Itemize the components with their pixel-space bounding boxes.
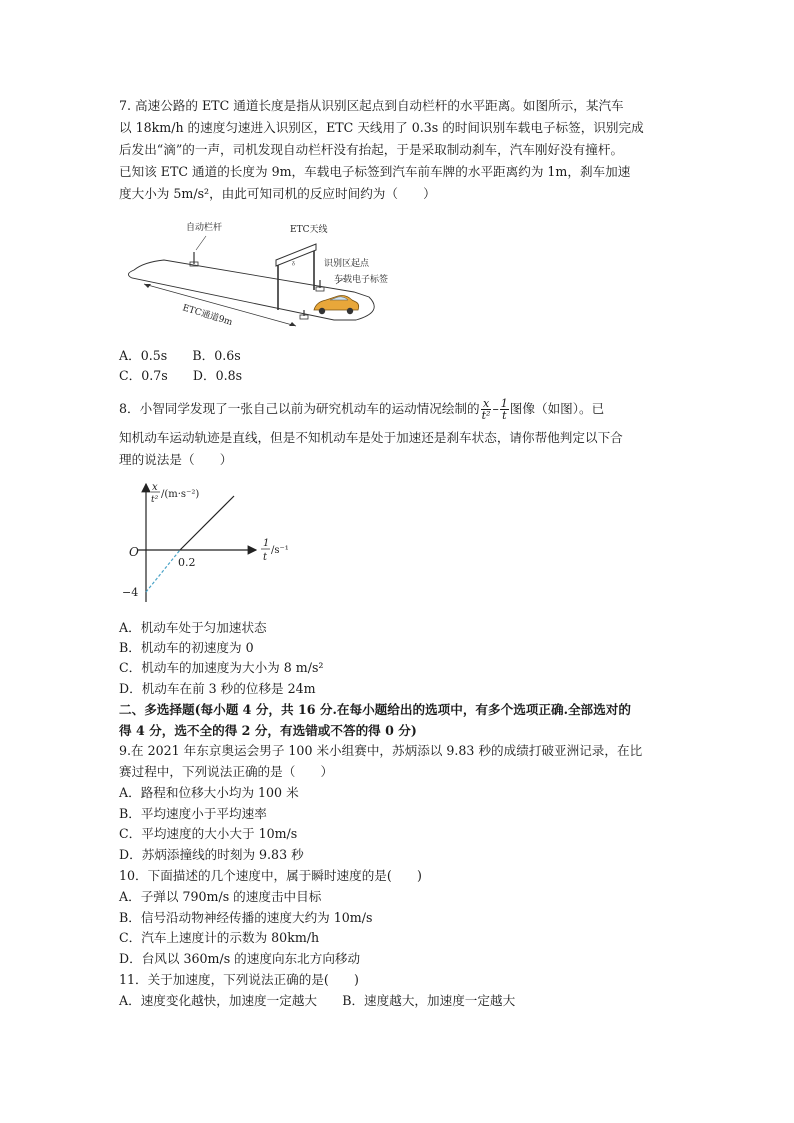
zone-label: 识别区起点 bbox=[324, 259, 370, 269]
q7-line-5: 度大小为 5m/s²，由此可知司机的反应时间约为（ ） bbox=[119, 186, 436, 201]
q9-option-c: C．平均速度的大小大于 10m/s bbox=[119, 826, 298, 841]
gate-label-leader bbox=[196, 236, 206, 250]
fraction-1-over-t: $\frac{1}{t}$ bbox=[500, 397, 508, 422]
y-frac-den: t² bbox=[151, 495, 159, 505]
q10-option-c: C．汽车上速度计的示数为 80km/h bbox=[119, 930, 320, 945]
x-axis-label: /s⁻¹ bbox=[271, 545, 289, 556]
etc-figure bbox=[124, 212, 424, 342]
antenna-label: ETC天线 bbox=[290, 225, 328, 235]
q9-option-b: B．平均速度小于平均速率 bbox=[119, 806, 267, 821]
origin-label: O bbox=[129, 545, 139, 559]
q7-line-4: 已知该 ETC 通道的长度为 9m，车载电子标签到汽车前车牌的水平距离约为 1m，刹车加速 bbox=[119, 164, 631, 179]
q8-line-1-start: 8．小智同学发现了一张自己以前为研究机动车的运动情况绘制的 bbox=[119, 401, 480, 416]
graph-line-extension bbox=[146, 550, 180, 592]
q9-option-d: D．苏炳添撞线的时刻为 9.83 秒 bbox=[119, 847, 304, 862]
q8-line-1 bbox=[119, 396, 604, 422]
x-frac-den: t bbox=[263, 552, 268, 563]
q7-line-3: 后发出“滴”的一声，司机发现自动栏杆没有抬起，于是采取制动刹车，汽车刚好没有撞杆。 bbox=[119, 142, 624, 157]
q8-option-a: A．机动车处于匀加速状态 bbox=[119, 620, 267, 635]
q7-options-row-1: A．0.5s B．0.6s bbox=[119, 348, 241, 363]
length-label: ETC通道9m bbox=[181, 303, 234, 328]
gate-label: 自动栏杆 bbox=[186, 223, 223, 233]
q8-dash: – bbox=[492, 401, 499, 416]
x-tick-label: 0.2 bbox=[178, 556, 196, 569]
q8-line-1-end: 图像（如图）。已 bbox=[509, 401, 605, 416]
q7-line-2: 以 18km/h 的速度匀速进入识别区，ETC 天线用了 0.3s 的时间识别车载电子标签，识别完成 bbox=[119, 120, 644, 135]
q8-line-2: 知机动车运动轨迹是直线，但是不知机动车是处于加速还是刹车状态，请你帮他判定以下合 bbox=[119, 430, 623, 445]
q8-graph bbox=[118, 478, 308, 610]
q9-line-2: 赛过程中，下列说法正确的是（ ） bbox=[119, 764, 334, 779]
q8-option-b: B．机动车的初速度为 0 bbox=[119, 640, 254, 655]
section2-heading-line-2: 得 4 分，选不全的得 2 分，有选错或不答的得 0 分) bbox=[119, 723, 417, 738]
antenna-logo: ᵹ bbox=[292, 259, 295, 266]
graph-line bbox=[180, 496, 234, 550]
q10-option-b: B．信号沿动物神经传播的速度大约为 10m/s bbox=[119, 910, 373, 925]
x-frac-num: 1 bbox=[263, 538, 270, 549]
q8-option-d: D．机动车在前 3 秒的位移是 24m bbox=[119, 681, 316, 696]
q7-options-row-2: C．0.7s D．0.8s bbox=[119, 368, 243, 383]
y-axis-label: /(m·s⁻²) bbox=[161, 489, 200, 500]
q7-line-1: 7. 高速公路的 ETC 通道长度是指从识别区起点到自动栏杆的水平距离。如图所示，某汽车 bbox=[119, 98, 624, 113]
y-tick-label: −4 bbox=[122, 586, 139, 599]
section2-heading-line-1: 二、多选择题(每小题 4 分，共 16 分.在每小题给出的选项中，有多个选项正确.全部选对的 bbox=[119, 702, 631, 717]
q8-line-3: 理的说法是（ ） bbox=[119, 452, 233, 467]
q8-option-c: C．机动车的加速度为大小为 8 m/s² bbox=[119, 660, 324, 675]
q10-stem: 10．下面描述的几个速度中，属于瞬时速度的是( ) bbox=[119, 868, 422, 883]
q9-line-1: 9.在 2021 年东京奥运会男子 100 米小组赛中，苏炳添以 9.83 秒的成绩打破亚洲记录，在比 bbox=[119, 743, 643, 758]
q11-stem: 11．关于加速度，下列说法正确的是( ) bbox=[119, 972, 359, 987]
tag-label: 车载电子标签 bbox=[334, 275, 389, 285]
q10-option-d: D．台风以 360m/s 的速度向东北方向移动 bbox=[119, 951, 361, 966]
fraction-x-over-t2: $\frac{x}{\text{t²}}$ bbox=[481, 397, 491, 422]
antenna-beam bbox=[276, 244, 316, 266]
q9-option-a: A．路程和位移大小均为 100 米 bbox=[119, 785, 299, 800]
car-icon bbox=[314, 296, 359, 315]
q11-options-row: A．速度变化越快，加速度一定越大 B．速度越大，加速度一定越大 bbox=[119, 993, 516, 1008]
y-frac-num: x bbox=[152, 482, 158, 493]
q10-option-a: A．子弹以 790m/s 的速度击中目标 bbox=[119, 889, 322, 904]
